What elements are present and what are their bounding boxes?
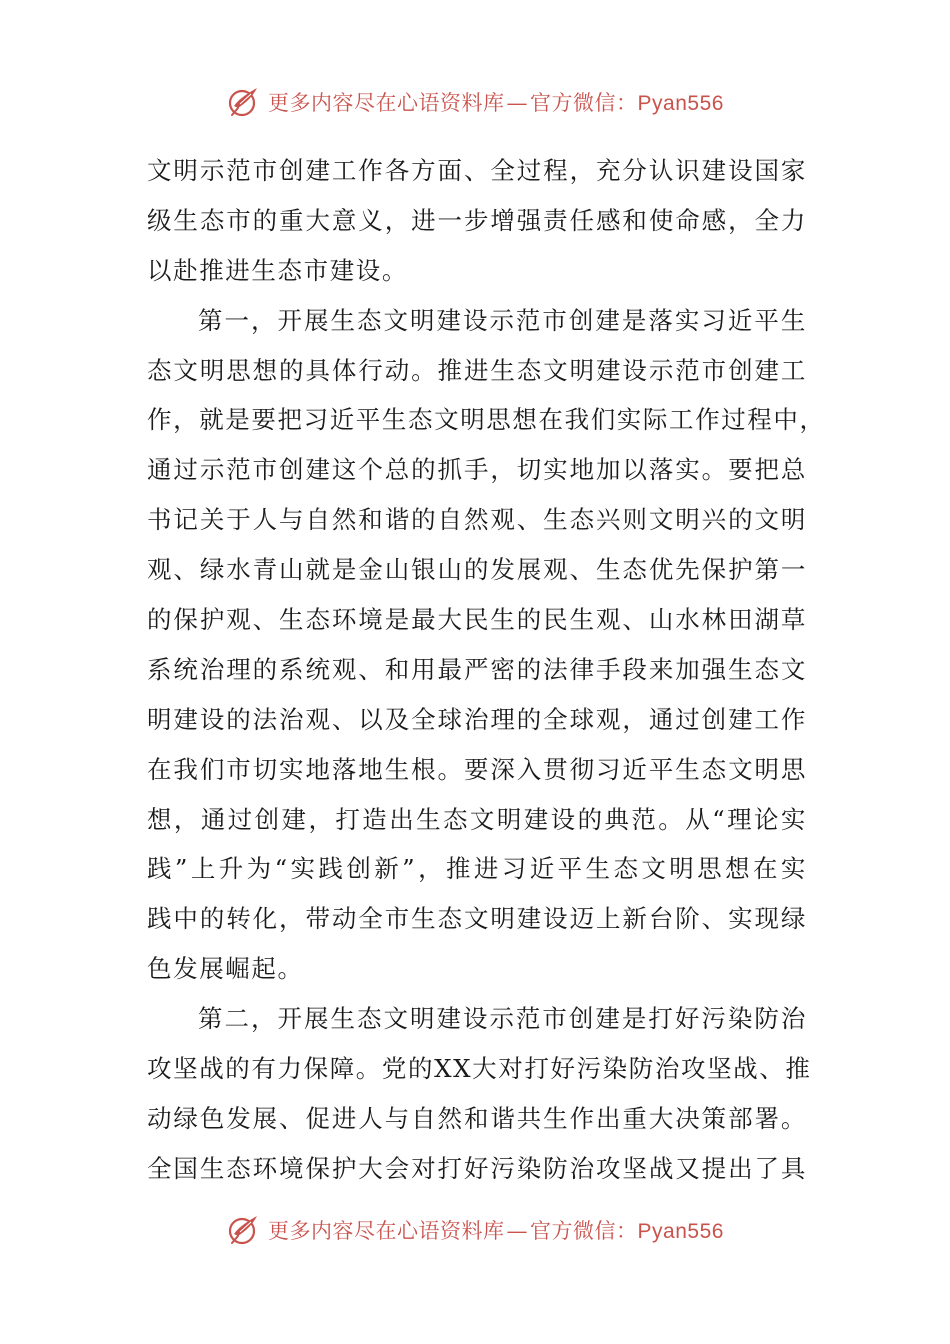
text-line: 践”上升为“实践创新”，推进习近平生态文明思想在实: [147, 854, 807, 884]
paragraph-first-line: 第一，开展生态文明建设示范市创建是落实习近平生: [198, 305, 807, 335]
header-wechat-label: 官方微信：: [530, 91, 638, 115]
footer-banner: [0, 1210, 950, 1250]
footer-banner-text: [268, 1215, 724, 1245]
text-line: 作，就是要把习近平生态文明思想在我们实际工作过程中，: [147, 405, 826, 435]
text-line: 全国生态环境保护大会对打好污染防治攻坚战又提出了具: [147, 1153, 807, 1183]
header-banner: [0, 82, 950, 122]
footer-wechat-id: Pyan556: [637, 1220, 724, 1243]
footer-site-name: 更多内容尽在心语资料库: [268, 1219, 505, 1243]
quill-pen-logo-icon: [226, 1212, 262, 1248]
text-line: 攻坚战的有力保障。党的XX大对打好污染防治攻坚战、推: [147, 1054, 812, 1084]
header-banner-text: [268, 87, 724, 117]
header-wechat-id: Pyan556: [637, 92, 724, 115]
text-line: 级生态市的重大意义，进一步增强责任感和使命感，全力: [147, 205, 807, 235]
text-line: 的保护观、生态环境是最大民生的民生观、山水林田湖草: [147, 605, 807, 635]
footer-dash: —: [506, 1219, 529, 1243]
text-line: 在我们市切实地落地生根。要深入贯彻习近平生态文明思: [147, 754, 807, 784]
text-line: 践中的转化，带动全市生态文明建设迈上新台阶、实现绿: [147, 904, 807, 934]
header-dash: —: [506, 91, 529, 115]
text-line: 明建设的法治观、以及全球治理的全球观，通过创建工作: [147, 704, 807, 734]
text-line: 系统治理的系统观、和用最严密的法律手段来加强生态文: [147, 654, 807, 684]
text-line: 色发展崛起。: [147, 954, 304, 984]
text-line: 观、绿水青山就是金山银山的发展观、生态优先保护第一: [147, 555, 807, 585]
header-site-name: 更多内容尽在心语资料库: [268, 91, 505, 115]
text-line: 通过示范市创建这个总的抓手，切实地加以落实。要把总: [147, 455, 807, 485]
text-line: 书记关于人与自然和谐的自然观、生态兴则文明兴的文明: [147, 505, 807, 535]
footer-wechat-label: 官方微信：: [530, 1219, 638, 1243]
text-line: 动绿色发展、促进人与自然和谐共生作出重大决策部署。: [147, 1103, 807, 1133]
text-line: 态文明思想的具体行动。推进生态文明建设示范市创建工: [147, 355, 807, 385]
text-line: 以赴推进生态市建设。: [147, 255, 408, 285]
paragraph-first-line: 第二，开展生态文明建设示范市创建是打好污染防治: [198, 1004, 807, 1034]
quill-pen-logo-icon: [226, 84, 262, 120]
text-line: 想，通过创建，打造出生态文明建设的典范。从“理论实: [147, 804, 807, 834]
text-line: 文明示范市创建工作各方面、全过程，充分认识建设国家: [147, 156, 807, 185]
document-body: [147, 146, 826, 1194]
